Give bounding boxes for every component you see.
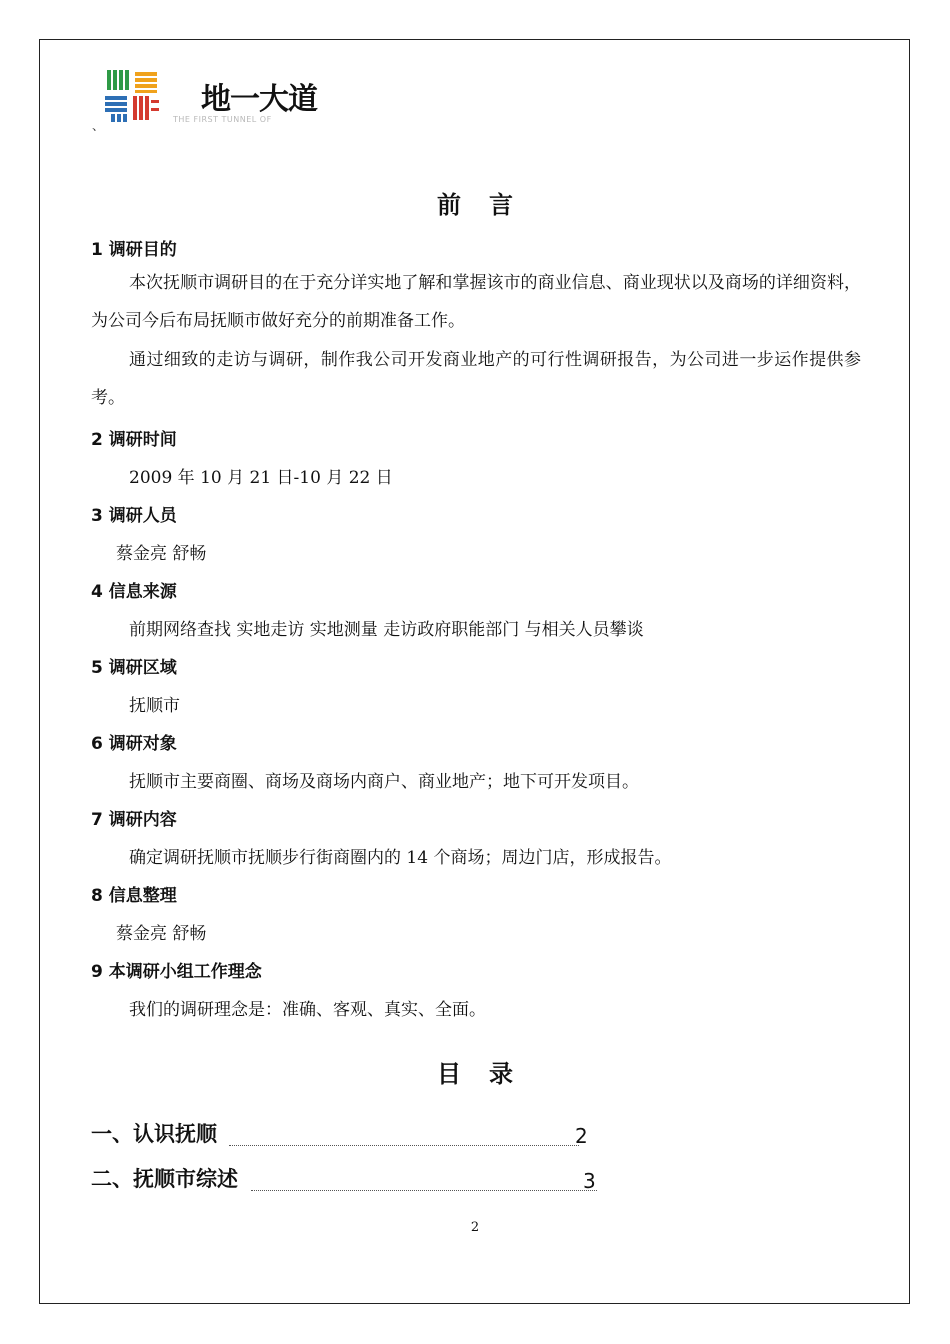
toc-leader-dots — [229, 1145, 579, 1146]
targets-value: 抚顺市主要商圈、商场及商场内商户、商业地产；地下可开发项目。 — [129, 772, 639, 792]
toc-entry[interactable] — [91, 1165, 597, 1195]
purpose-paragraph-1: 本次抚顺市调研目的在于充分详实地了解和掌握该市的商业信息、商业现状以及商场的详细资料，为公司今后布局抚顺市做好充分的前期准备工作。 — [91, 273, 861, 331]
time-value: 2009 年 10 月 21 日-10 月 22 日 — [129, 468, 393, 488]
section-heading-region: 5 调研区域 — [91, 658, 177, 678]
content-value: 确定调研抚顺市抚顺步行街商圈内的 14 个商场；周边门店，形成报告。 — [129, 848, 672, 868]
section-heading-purpose: 1 调研目的 — [91, 240, 177, 260]
stray-mark: 、 — [92, 119, 105, 133]
philosophy-value: 我们的调研理念是：准确、客观、真实、全面。 — [129, 1000, 486, 1020]
toc-title: 目录 — [437, 1060, 541, 1088]
section-heading-targets: 6 调研对象 — [91, 734, 177, 754]
purpose-paragraph-2: 通过细致的走访与调研，制作我公司开发商业地产的可行性调研报告，为公司进一步运作提供参考。 — [91, 350, 861, 408]
toc-entry-title: 二、抚顺市综述 — [91, 1167, 238, 1191]
preface-title: 前言 — [437, 191, 541, 219]
section-heading-organizing: 8 信息整理 — [91, 886, 177, 906]
section-heading-time: 2 调研时间 — [91, 430, 177, 450]
organizers-value: 蔡金亮 舒畅 — [116, 924, 207, 944]
toc-leader-dots — [251, 1190, 597, 1191]
logo-mark-icon — [103, 68, 161, 122]
company-logo — [103, 68, 363, 128]
personnel-value: 蔡金亮 舒畅 — [116, 544, 207, 564]
toc-entry-page: 3 — [583, 1169, 596, 1193]
section-heading-sources: 4 信息来源 — [91, 582, 177, 602]
logo-subtitle: THE FIRST TUNNEL OF — [173, 115, 272, 124]
toc-entry-page: 2 — [575, 1124, 588, 1148]
section-heading-personnel: 3 调研人员 — [91, 506, 177, 526]
page-number: 2 — [470, 1220, 480, 1235]
section-heading-philosophy: 9 本调研小组工作理念 — [91, 962, 262, 982]
region-value: 抚顺市 — [129, 696, 180, 716]
section-heading-content: 7 调研内容 — [91, 810, 177, 830]
sources-value: 前期网络查找 实地走访 实地测量 走访政府职能部门 与相关人员攀谈 — [129, 620, 644, 640]
toc-entry[interactable] — [91, 1120, 597, 1150]
toc-entry-title: 一、认识抚顺 — [91, 1122, 217, 1146]
logo-wordmark: 地一大道 — [201, 82, 317, 117]
